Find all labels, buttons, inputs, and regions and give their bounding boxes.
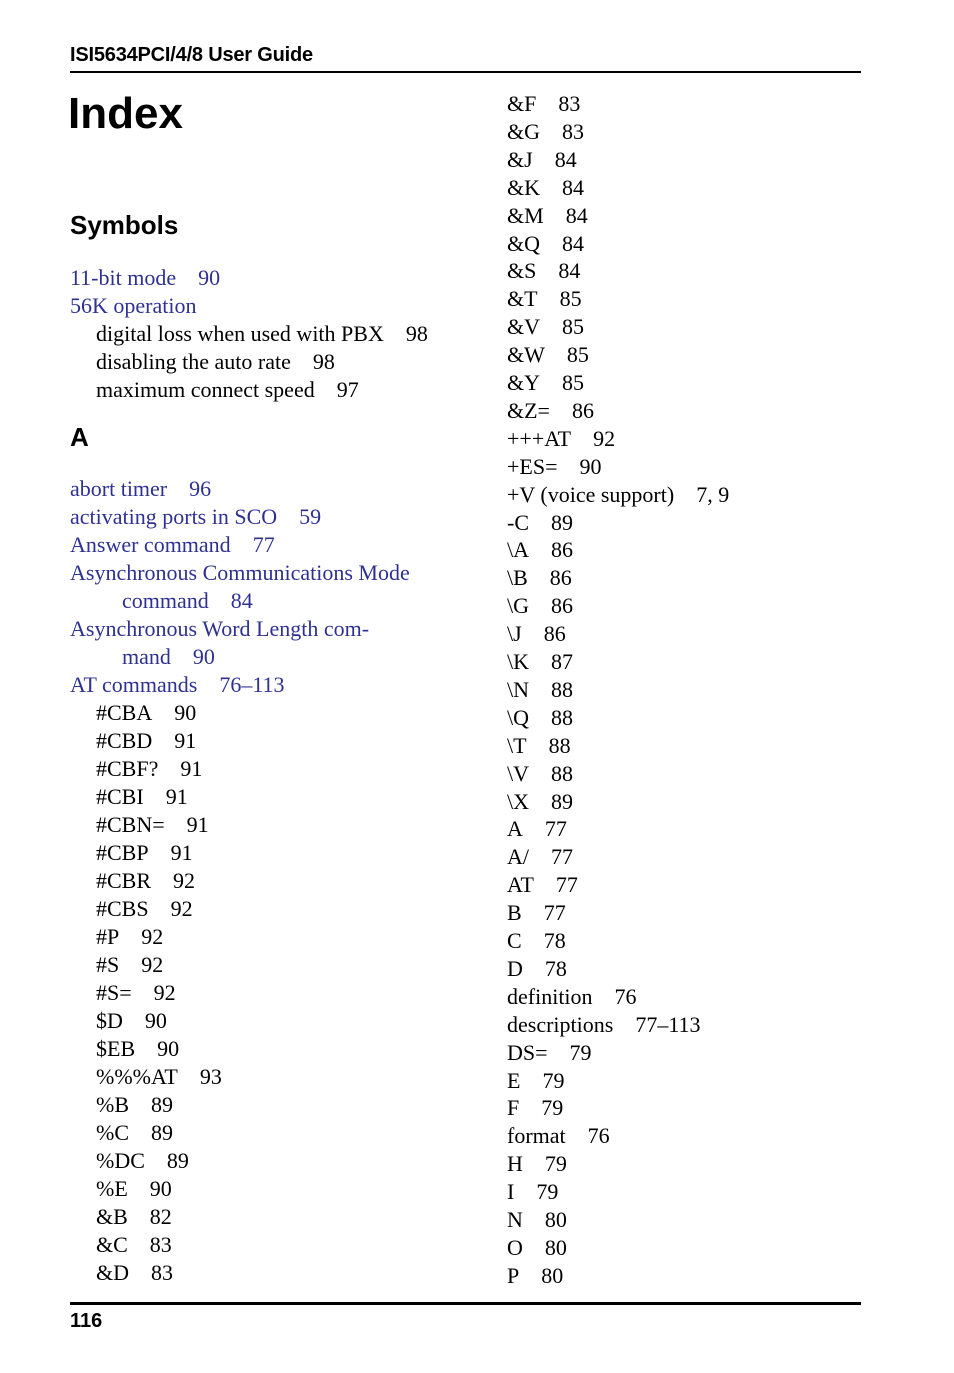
index-entry [507, 453, 602, 481]
index-entry [507, 760, 573, 788]
index-term: \T [507, 732, 527, 758]
index-term: DS= [507, 1039, 548, 1065]
index-entry [507, 1039, 592, 1067]
index-term: 56K operation [70, 293, 197, 318]
index-page-ref: 92 [141, 952, 164, 977]
index-page-ref: 84 [565, 202, 588, 228]
index-entry [96, 348, 335, 376]
index-entry [507, 871, 578, 899]
index-page-ref: 77–113 [635, 1011, 701, 1037]
index-term: $EB [96, 1036, 136, 1061]
index-entry [507, 788, 573, 816]
index-entry [507, 285, 582, 313]
index-entry [96, 1231, 172, 1259]
index-term: #S [96, 952, 120, 977]
index-page-ref: 80 [541, 1262, 564, 1288]
index-term: &G [507, 118, 540, 144]
index-term: Asynchronous Word Length com- [70, 616, 370, 641]
index-entry-link[interactable] [70, 671, 285, 699]
index-entry [507, 620, 566, 648]
index-entry [507, 1234, 567, 1262]
running-head: ISI5634PCI/4/8 User Guide [70, 44, 313, 66]
index-entry [96, 979, 176, 1007]
index-page-ref: 89 [551, 509, 573, 535]
index-entry-link[interactable] [70, 615, 369, 643]
index-page-ref: 79 [544, 1151, 567, 1177]
index-term: E [507, 1067, 521, 1093]
index-entry [507, 648, 573, 676]
index-term: &Y [507, 370, 540, 395]
index-entry-link[interactable] [70, 559, 410, 587]
index-term: F [507, 1095, 520, 1121]
index-entry [96, 376, 359, 404]
index-term: &C [96, 1232, 128, 1257]
index-entry [507, 202, 588, 230]
index-entry [507, 676, 573, 704]
index-term: +V (voice support) [507, 481, 675, 507]
index-page-ref[interactable]: 90 [198, 265, 221, 290]
index-page-ref: 85 [562, 314, 584, 340]
index-entry [96, 839, 193, 867]
index-page-ref: 91 [170, 840, 193, 865]
index-entry [507, 1262, 563, 1290]
index-entry [96, 1175, 172, 1203]
index-entry [96, 1035, 179, 1063]
index-entry [507, 536, 573, 564]
index-page-ref: 7, 9 [696, 481, 730, 507]
index-term: &Z= [507, 397, 550, 423]
index-term: #CBF? [96, 756, 159, 781]
index-entry [507, 1122, 610, 1150]
index-entry [507, 1150, 567, 1178]
index-page-ref: 91 [165, 784, 188, 809]
index-page-ref: 97 [336, 377, 359, 402]
index-entry [507, 257, 580, 285]
index-entry [96, 783, 188, 811]
index-entry-link[interactable] [70, 475, 211, 503]
index-entry [507, 1094, 563, 1122]
index-entry [507, 397, 594, 425]
index-entry [96, 951, 163, 979]
index-entry [96, 1063, 222, 1091]
index-term: %DC [96, 1148, 145, 1173]
index-page-ref: 90 [579, 453, 602, 479]
index-entry [96, 1259, 173, 1287]
index-page-ref: 86 [551, 537, 573, 563]
index-entry [507, 955, 567, 983]
index-entry [507, 341, 589, 369]
index-term: &J [507, 146, 533, 172]
index-term: &W [507, 342, 545, 368]
index-page-ref: 77 [551, 844, 573, 870]
index-page-ref: 79 [569, 1039, 592, 1065]
index-term: &S [507, 258, 537, 284]
index-entry [96, 699, 196, 727]
section-heading-symbols: Symbols [70, 210, 179, 240]
index-entry [507, 369, 584, 397]
index-term: \X [507, 788, 529, 814]
index-term: Answer command [70, 532, 231, 557]
index-entry [507, 313, 584, 341]
index-page-ref: 78 [543, 928, 566, 953]
index-page-ref: 91 [180, 756, 203, 781]
index-term: \V [507, 760, 529, 786]
index-term: AT commands [70, 672, 198, 697]
index-page-ref: 93 [199, 1064, 222, 1089]
index-term: A/ [507, 844, 529, 870]
index-term: B [507, 900, 522, 926]
index-term: P [507, 1262, 520, 1288]
index-term: $D [96, 1008, 123, 1033]
index-page-ref: 86 [571, 397, 594, 423]
index-page-ref[interactable]: 59 [299, 504, 322, 529]
index-term: Asynchronous Communications Mode [70, 560, 410, 585]
index-term: definition [507, 983, 593, 1009]
index-entry [507, 899, 566, 927]
index-page-ref: 84 [558, 258, 581, 284]
index-entry [96, 923, 163, 951]
index-entry [507, 425, 615, 453]
index-page-ref: 88 [548, 732, 571, 758]
index-page-ref: 92 [170, 896, 193, 921]
page-title: Index [68, 89, 183, 138]
index-page-ref: 86 [543, 621, 566, 647]
index-term: C [507, 928, 522, 953]
index-page-ref: 91 [174, 728, 197, 753]
index-page-ref: 86 [551, 593, 573, 619]
index-term: #CBI [96, 784, 144, 809]
index-term: &K [507, 174, 540, 200]
index-page-ref: 83 [558, 91, 581, 116]
index-page-ref: 91 [186, 812, 209, 837]
index-term: activating ports in SCO [70, 504, 278, 529]
index-page-ref: 90 [174, 700, 197, 725]
index-page-ref: 82 [149, 1204, 172, 1229]
index-term: format [507, 1123, 566, 1149]
index-entry [96, 811, 209, 839]
index-entry [96, 727, 196, 755]
index-page-ref: 85 [559, 286, 582, 312]
index-page-ref: 90 [149, 1176, 172, 1201]
index-term: \N [507, 676, 529, 702]
index-page-ref: 76 [587, 1123, 610, 1149]
index-term: &B [96, 1204, 128, 1229]
index-page-ref: 86 [549, 565, 572, 591]
index-entry-link[interactable] [122, 643, 215, 671]
index-term: %C [96, 1120, 129, 1145]
index-entry [96, 320, 428, 348]
index-page-ref: 84 [562, 230, 584, 256]
index-page-ref: 88 [551, 760, 573, 786]
page-number: 116 [70, 1310, 103, 1332]
index-term: command [122, 588, 209, 613]
index-entry [96, 1203, 172, 1231]
index-entry [507, 1011, 701, 1039]
index-page-ref: 79 [536, 1179, 559, 1205]
index-entry [507, 592, 573, 620]
index-page-ref: 89 [166, 1148, 189, 1173]
index-entry-link[interactable] [70, 264, 220, 292]
index-page-ref: 83 [562, 118, 584, 144]
index-entry [507, 1206, 567, 1234]
index-term: digital loss when used with PBX [96, 321, 384, 346]
index-term: #CBN= [96, 812, 165, 837]
section-heading-a: A [70, 422, 89, 452]
index-page-ref: 83 [149, 1232, 172, 1257]
index-term: &T [507, 286, 538, 312]
index-entry [96, 755, 202, 783]
index-entry [507, 732, 571, 760]
index-entry [96, 895, 193, 923]
index-page-ref[interactable]: 96 [189, 476, 212, 501]
index-term: maximum connect speed [96, 377, 315, 402]
index-term: #CBR [96, 868, 152, 893]
index-page-ref: 89 [551, 788, 573, 814]
index-page-ref: 92 [173, 868, 196, 893]
index-page-ref: 90 [157, 1036, 180, 1061]
index-entry-link[interactable] [70, 531, 275, 559]
index-entry [507, 146, 577, 174]
index-entry [507, 983, 637, 1011]
index-entry [507, 481, 729, 509]
index-term: \Q [507, 704, 529, 730]
index-entry [96, 1007, 167, 1035]
index-term: \G [507, 593, 529, 619]
index-term: &F [507, 91, 537, 116]
index-page-ref: 98 [312, 349, 335, 374]
index-term: AT [507, 872, 534, 898]
index-term: #CBS [96, 896, 149, 921]
index-term: \B [507, 565, 528, 591]
index-page-ref: 98 [405, 321, 428, 346]
index-entry-link[interactable] [70, 292, 196, 320]
index-entry [507, 1067, 564, 1095]
index-page-ref: 79 [542, 1067, 565, 1093]
index-entry [507, 927, 566, 955]
index-entry [507, 815, 567, 843]
index-entry [507, 230, 584, 258]
index-term: #P [96, 924, 120, 949]
index-term: mand [122, 644, 171, 669]
index-term: A [507, 816, 523, 842]
index-entry [507, 843, 573, 871]
index-term: +++AT [507, 425, 572, 451]
index-page-ref: 84 [554, 146, 577, 172]
index-term: -C [507, 509, 529, 535]
index-term: \K [507, 649, 529, 674]
index-page-ref: 88 [551, 704, 573, 730]
index-page-ref: 78 [544, 955, 567, 981]
index-term: I [507, 1179, 515, 1205]
index-page-ref: 89 [151, 1120, 173, 1145]
index-page-ref: 77 [544, 816, 567, 842]
index-page-ref[interactable]: 90 [192, 644, 215, 669]
index-page-ref: 84 [562, 174, 584, 200]
index-term: descriptions [507, 1011, 614, 1037]
index-page-ref: 83 [151, 1260, 173, 1285]
index-page-ref: 77 [555, 872, 578, 898]
index-term: N [507, 1207, 523, 1232]
index-entry-link[interactable] [122, 587, 253, 615]
index-page-ref: 80 [544, 1234, 567, 1260]
index-term: +ES= [507, 453, 558, 479]
index-term: O [507, 1234, 523, 1260]
index-term: #CBP [96, 840, 149, 865]
index-term: disabling the auto rate [96, 349, 291, 374]
index-entry [96, 1091, 173, 1119]
index-term: %%%AT [96, 1064, 178, 1089]
index-term: &M [507, 202, 544, 228]
index-page-ref: 85 [562, 370, 584, 395]
index-term: H [507, 1151, 523, 1177]
index-term: #S= [96, 980, 132, 1005]
index-term: #CBD [96, 728, 153, 753]
index-page-ref: 88 [551, 676, 573, 702]
index-entry [507, 564, 572, 592]
index-page-ref: 80 [544, 1207, 567, 1232]
index-term: D [507, 955, 523, 981]
footer-rule [70, 1302, 861, 1305]
index-term: &V [507, 314, 540, 340]
index-page-ref[interactable]: 84 [230, 588, 253, 613]
index-page-ref: 90 [144, 1008, 167, 1033]
index-entry [507, 509, 573, 537]
index-page-ref[interactable]: 77 [252, 532, 275, 557]
index-entry [507, 90, 580, 118]
index-page-ref: 92 [593, 425, 616, 451]
index-entry [96, 867, 195, 895]
index-page-ref: 77 [543, 900, 566, 926]
index-term: %E [96, 1176, 128, 1201]
header-rule [70, 71, 861, 73]
index-term: %B [96, 1092, 129, 1117]
index-page-ref: 79 [541, 1095, 564, 1121]
index-term: 11-bit mode [70, 265, 177, 290]
index-page-ref: 89 [151, 1092, 173, 1117]
index-page-ref: 87 [551, 649, 573, 674]
index-term: abort timer [70, 476, 168, 501]
index-term: &Q [507, 230, 540, 256]
index-page-ref: 85 [566, 342, 589, 368]
index-page-ref: 76 [614, 983, 637, 1009]
index-entry-link[interactable] [70, 503, 321, 531]
index-entry [507, 704, 573, 732]
index-term: \J [507, 621, 522, 647]
index-entry [507, 1178, 558, 1206]
index-entry [507, 174, 584, 202]
index-page-ref: 92 [153, 980, 176, 1005]
index-entry [96, 1147, 189, 1175]
index-term: &D [96, 1260, 129, 1285]
index-page-ref[interactable]: 76–113 [219, 672, 285, 697]
index-term: #CBA [96, 700, 153, 725]
index-entry [507, 118, 584, 146]
index-term: \A [507, 537, 529, 563]
index-entry [96, 1119, 173, 1147]
index-page-ref: 92 [141, 924, 164, 949]
